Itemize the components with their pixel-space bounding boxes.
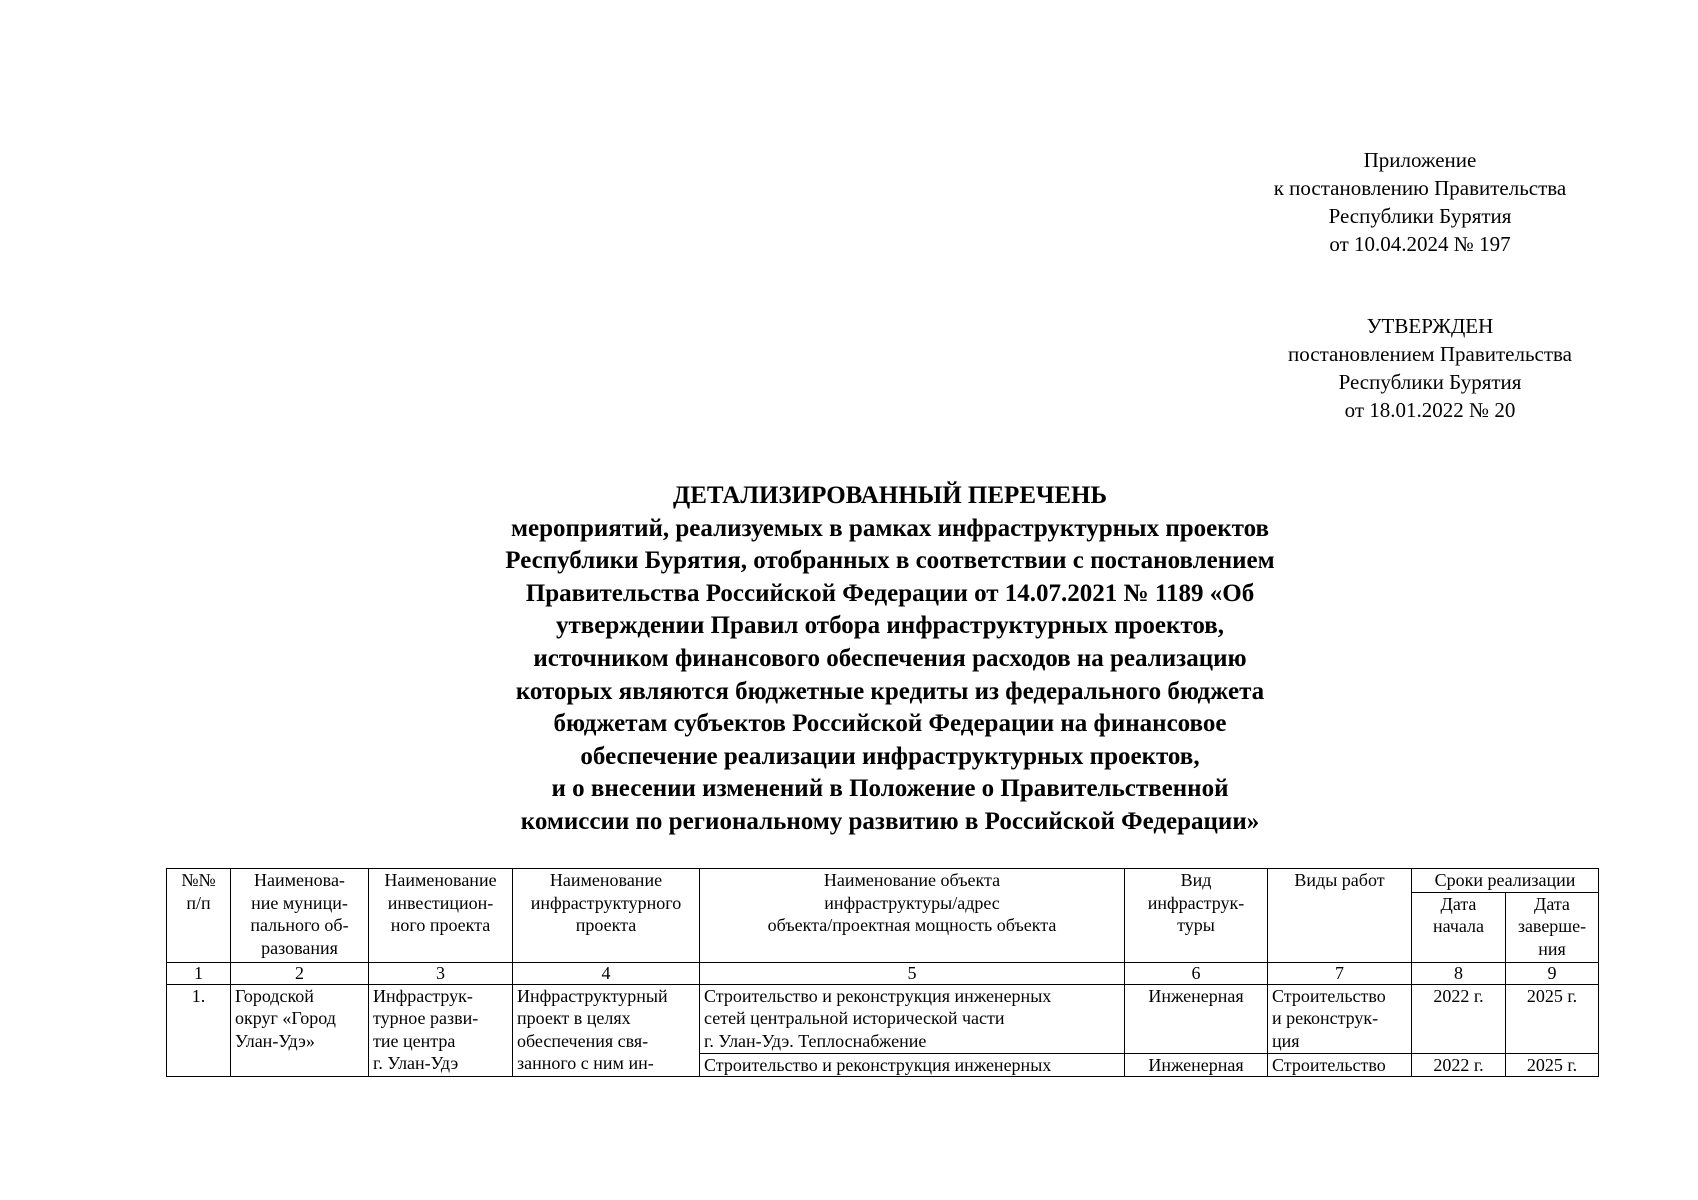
- appendix-line: к постановлению Правительства: [1273, 176, 1567, 200]
- column-number: 2: [231, 962, 369, 984]
- appendix-line: Республики Бурятия: [1328, 204, 1512, 228]
- row-start-date: 2022 г.: [1412, 1053, 1506, 1076]
- document-title: [340, 480, 1440, 839]
- column-number: 6: [1125, 962, 1268, 984]
- title-line: Республики Бурятия, отобранных в соответствии с постановлением: [505, 547, 1275, 575]
- column-number: 5: [700, 962, 1125, 984]
- appendix-block: [1230, 146, 1610, 258]
- header-row: [167, 869, 1599, 893]
- row-infra-type: Инженерная: [1125, 1053, 1268, 1076]
- row-object: Строительство и реконструкция инженерных сетей центральной исторической части г. Улан-Удэ. Теплоснабжение: [700, 984, 1125, 1053]
- row-end-date: 2025 г.: [1506, 1053, 1599, 1076]
- row-work-type: Строительство и реконструк- ция: [1268, 984, 1412, 1053]
- row-investment-project: Инфраструк- турное разви- тие центра г. Улан-Удэ: [369, 984, 513, 1076]
- approval-block: [1240, 312, 1620, 424]
- approval-line: от 18.01.2022 № 20: [1344, 398, 1516, 422]
- title-line: комиссии по региональному развитию в Российской Федерации»: [520, 807, 1260, 835]
- title-line: утверждении Правил отбора инфраструктурных проектов,: [555, 612, 1224, 640]
- row-municipality: Городской округ «Город Улан-Удэ»: [231, 984, 369, 1076]
- column-numbers-row: [167, 962, 1599, 984]
- title-line: источником финансового обеспечения расходов на реализацию: [533, 644, 1247, 672]
- header-num: №№ п/п: [167, 869, 231, 963]
- title-line: мероприятий, реализуемых в рамках инфраструктурных проектов: [511, 514, 1269, 542]
- title-line: и о внесении изменений в Положение о Правительственной: [551, 775, 1229, 803]
- column-number: 4: [513, 962, 700, 984]
- column-number: 1: [167, 962, 231, 984]
- column-number: 9: [1506, 962, 1599, 984]
- row-object: Строительство и реконструкция инженерных: [700, 1053, 1125, 1076]
- title-line: обеспечение реализации инфраструктурных проектов,: [580, 742, 1200, 770]
- approval-line: УТВЕРЖДЕН: [1366, 314, 1494, 338]
- header-end: Дата заверше- ния: [1506, 892, 1599, 962]
- header-infra-type: Вид инфраструк- туры: [1125, 869, 1268, 963]
- projects-table: [166, 868, 1599, 1077]
- title-line: бюджетам субъектов Российской Федерации на финансовое: [553, 710, 1227, 738]
- row-start-date: 2022 г.: [1412, 984, 1506, 1053]
- appendix-line: Приложение: [1363, 148, 1477, 172]
- row-infra-project: Инфраструктурный проект в целях обеспечения свя- занного с ним ин-: [513, 984, 700, 1076]
- column-number: 8: [1412, 962, 1506, 984]
- table-row: [167, 984, 1599, 1053]
- header-terms: Сроки реализации: [1412, 869, 1599, 893]
- column-number: 7: [1268, 962, 1412, 984]
- header-work-types: Виды работ: [1268, 869, 1412, 963]
- appendix-line: от 10.04.2024 № 197: [1329, 232, 1511, 256]
- header-object: Наименование объекта инфраструктуры/адрес объекта/проектная мощность объекта: [700, 869, 1125, 963]
- header-infra-project: Наименование инфраструктурного проекта: [513, 869, 700, 963]
- approval-line: постановлением Правительства: [1287, 342, 1572, 366]
- approval-line: Республики Бурятия: [1338, 370, 1522, 394]
- title-line: Правительства Российской Федерации от 14.07.2021 № 1189 «Об: [525, 579, 1255, 607]
- row-infra-type: Инженерная: [1125, 984, 1268, 1053]
- header-municipality: Наименова- ние муници- пального об- разования: [231, 869, 369, 963]
- row-end-date: 2025 г.: [1506, 984, 1599, 1053]
- header-start: Дата начала: [1412, 892, 1506, 962]
- title-line: ДЕТАЛИЗИРОВАННЫЙ ПЕРЕЧЕНЬ: [673, 482, 1107, 509]
- row-work-type: Строительство: [1268, 1053, 1412, 1076]
- row-num: 1.: [167, 984, 231, 1076]
- column-number: 3: [369, 962, 513, 984]
- title-line: которых являются бюджетные кредиты из федерального бюджета: [515, 677, 1265, 705]
- header-investment-project: Наименование инвестицион- ного проекта: [369, 869, 513, 963]
